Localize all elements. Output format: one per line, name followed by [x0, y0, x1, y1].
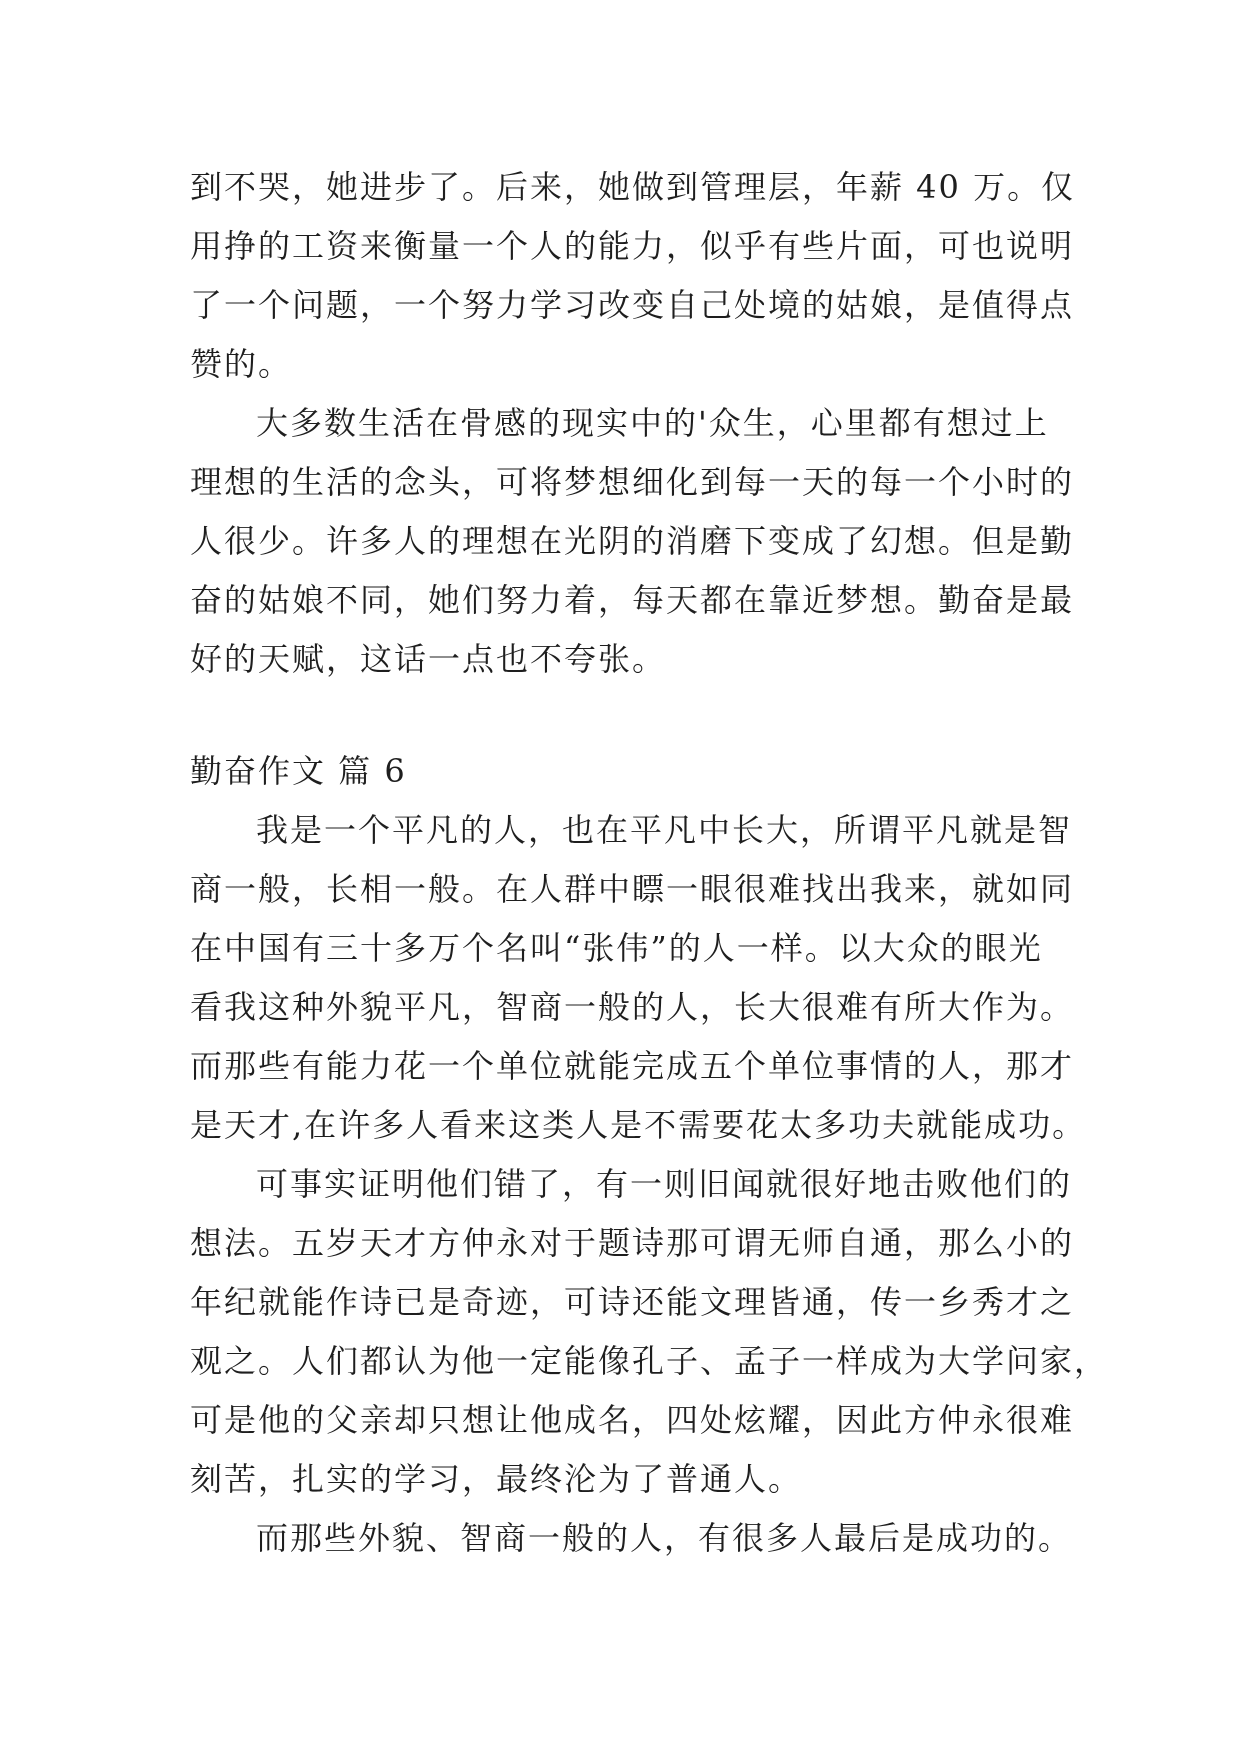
text-line: 理想的生活的念头，可将梦想细化到每一天的每一个小时的	[190, 463, 1075, 501]
text-line: 赞的。	[190, 345, 293, 383]
section-spacer	[190, 689, 1060, 742]
text-line: 是天才,在许多人看来这类人是不需要花太多功夫就能成功。	[190, 1106, 1087, 1144]
paragraph-5	[190, 1509, 1073, 1568]
text-line: 看我这种外貌平凡，智商一般的人，长大很难有所大作为。	[190, 988, 1075, 1026]
document-body	[190, 158, 1109, 1568]
text-line: 商一般，长相一般。在人群中瞟一眼很难找出我来，就如同	[190, 870, 1075, 908]
text-line: 了一个问题，一个努力学习改变自己处境的姑娘，是值得点	[190, 286, 1075, 324]
text-line: 人很少。许多人的理想在光阴的消磨下变成了幻想。但是勤	[190, 522, 1075, 560]
text-line: 可是他的父亲却只想让他成名，四处炫耀，因此方仲永很难	[190, 1401, 1075, 1439]
text-line: 好的天赋，这话一点也不夸张。	[190, 640, 667, 678]
paragraph-3	[190, 801, 1087, 1155]
text-line: 我是一个平凡的人，也在平凡中长大，所谓平凡就是智	[256, 811, 1073, 849]
text-line: 到不哭，她进步了。后来，她做到管理层，年薪 40 万。仅	[190, 168, 1076, 206]
paragraph-4	[190, 1155, 1109, 1509]
text-line: 而那些有能力花一个单位就能完成五个单位事情的人，那才	[190, 1047, 1075, 1085]
text-line: 用挣的工资来衡量一个人的能力，似乎有些片面，可也说明	[190, 227, 1075, 265]
section-heading: 勤奋作文 篇 6	[190, 752, 407, 790]
text-line: 奋的姑娘不同，她们努力着，每天都在靠近梦想。勤奋是最	[190, 581, 1075, 619]
text-line: 刻苦，扎实的学习，最终沦为了普通人。	[190, 1460, 803, 1498]
paragraph-1	[190, 158, 1076, 394]
text-line: 观之。人们都认为他一定能像孔子、孟子一样成为大学问家，	[190, 1342, 1109, 1380]
paragraph-2	[190, 394, 1075, 689]
text-line: 年纪就能作诗已是奇迹，可诗还能文理皆通，传一乡秀才之	[190, 1283, 1075, 1321]
text-line: 在中国有三十多万个名叫“张伟”的人一样。以大众的眼光	[190, 929, 1043, 967]
text-line: 大多数生活在骨感的现实中的'众生，心里都有想过上	[256, 404, 1049, 442]
text-line: 而那些外貌、智商一般的人，有很多人最后是成功的。	[256, 1519, 1073, 1557]
text-line: 想法。五岁天才方仲永对于题诗那可谓无师自通，那么小的	[190, 1224, 1075, 1262]
text-line: 可事实证明他们错了，有一则旧闻就很好地击败他们的	[256, 1165, 1073, 1203]
